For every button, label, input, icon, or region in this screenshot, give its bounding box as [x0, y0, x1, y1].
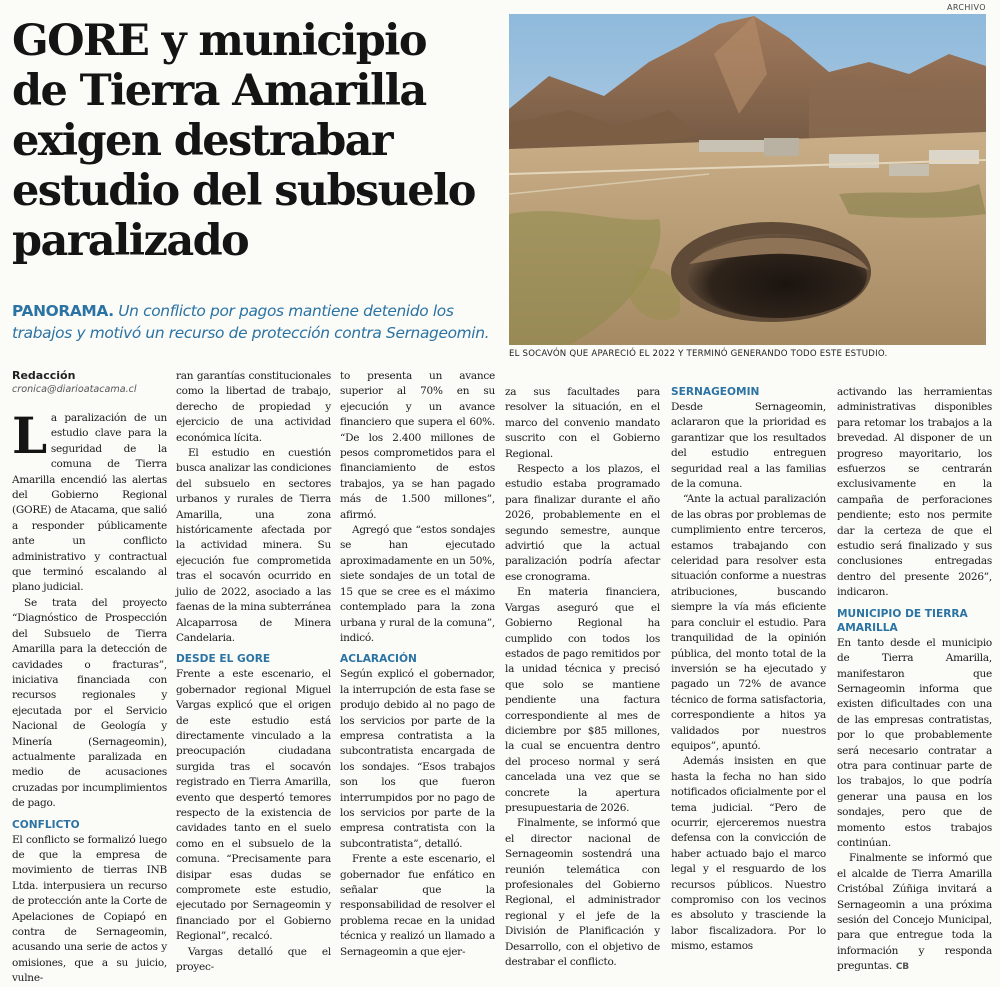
- byline-author: Redacción: [12, 369, 76, 382]
- paragraph: Agregó que “estos sondajes se han ejecutado aproximadamente en un 50%, siete sondajes de un total de 15 que se cree es el máximo contemplado para la zona urbana y rural de la comuna”, indicó.: [340, 524, 495, 644]
- headline-line: estudio del subsuelo: [12, 166, 475, 216]
- paragraph: za sus facultades para resolver la situación, en el marco del convenio mandato suscrito con el Gobierno Regional.: [505, 386, 660, 460]
- paragraph: Se trata del proyecto “Diagnóstico de Prospección del Subsuelo de Tierra Amarilla para la detección de cavidades o fracturas”, iniciativa financiada con recursos regionales y ejecutada por el Servicio Nacional de Geología y Minería (Sernageomin), actualmente paralizada en medio de acusaciones cruzadas por incumplimientos de pago.: [12, 596, 167, 810]
- paragraph: activando las herramientas administrativas disponibles para retomar los trabajos a la brevedad. Al disponer de un progreso mayoritario, los esfuerzos se centrarán exclusivamente en la campaña de perforaciones pendiente; esto nos permite dar la certeza de que el estudio será finalizado y sus conclusiones entregadas dentro del presente 2026”, indicaron.: [837, 386, 992, 599]
- dropcap: L: [12, 406, 47, 465]
- paragraph-text: Finalmente se informó que el alcalde de Tierra Amarilla Cristóbal Zúñiga invitará a Sernageomin a una próxima sesión del Concejo Municipal, para que entregue toda la información y responda preguntas.: [837, 852, 992, 973]
- paragraph: [12, 406, 167, 596]
- paragraph: Desde Sernageomin, aclararon que la prioridad es garantizar que los resultados del estudio entreguen seguridad real a las familias de la comuna.: [671, 401, 826, 491]
- lead-kicker: PANORAMA.: [12, 302, 114, 320]
- lead-paragraph: [12, 300, 508, 344]
- paragraph: Finalmente, se informó que el director nacional de Sernageomin sostendrá una reunión telemática con profesionales del Gobierno Regional, el administrador regional y el jefe de la División de Planificación y Desarrollo, con el objetivo de destrabar el conflicto.: [505, 817, 660, 969]
- paragraph: Frente a este escenario, el gobernador regional Miguel Vargas explicó que el origen de este estudio está directamente vinculado a la preocupación ciudadana surgida tras el socavón registrado en Tierra Amarilla, evento que despertó temores respecto de la existencia de cavidades tanto en el suelo como en el subsuelo de la comuna. “Precisamente para disipar esas dudas se compromete este estudio, ejecutado por Sernageomin y financiado por el Gobierno Regional”, recalcó.: [176, 668, 331, 943]
- paragraph: [837, 851, 992, 975]
- paragraph: En tanto desde el municipio de Tierra Amarilla, manifestaron que Sernageomin informa que existen dificultades con una de las empresas contratistas, por lo que probablemente será necesario contratar a otra para continuar parte de los trabajos, lo que podría generar una pausa en los sondajes, pero que de momento estos trabajos continúan.: [837, 636, 992, 849]
- paragraph: Respecto a los plazos, el estudio estaba programado para finalizar durante el año 2026, probablemente en el segundo semestre, aunque advirtió que la actual paralización podría afectar ese cronograma.: [505, 463, 660, 583]
- headline: [12, 16, 500, 266]
- paragraph: to presenta un avance superior al 70% en su ejecución y un avance financiero que supera el 60%. “De los 2.400 millones de pesos comprometidos para el financiamiento de estos trabajos, ya se han pagado más de 1.500 millones”, afirmó.: [340, 370, 495, 521]
- photo-credit: ARCHIVO: [946, 3, 986, 12]
- section-heading: DESDE EL GORE: [176, 653, 271, 666]
- column-3: [340, 369, 495, 960]
- headline-line: exigen destrabar: [12, 116, 392, 166]
- paragraph: Vargas detalló que el proyec-: [176, 945, 331, 974]
- lead-line-2: trabajos y motivó un recurso de protección contra Sernageomin.: [12, 324, 490, 342]
- end-mark: CB: [895, 962, 909, 973]
- lead-text-1: Un conflicto por pagos mantiene detenido los: [118, 302, 454, 320]
- paragraph: ran garantías constitucionales como la libertad de trabajo, derecho de propiedad y ejercicio de una actividad económica lícita.: [176, 370, 331, 444]
- paragraph: Según explicó el gobernador, la interrupción de esta fase se produjo debido al no pago de los servicios por parte de la empresa contratista a la subcontratista encargada de los sondajes. “Esos trabajos son los que fueron interrumpidos por no pago de los servicios por parte de la empresa contratista con la subcontratista”, detalló.: [340, 668, 495, 850]
- paragraph: “Ante la actual paralización de las obras por problemas de cumplimiento entre terceros, estamos trabajando con celeridad para resolver esta situación conforme a nuestras atribuciones, buscando siempre la vía más eficiente para concluir el estudio. Para tranquilidad de la opinión pública, del monto total de la inversión se ha ejecutado y pagado un 72% de avance técnico de forma satisfactoria, correspondiente a hitos ya validados por nuestros equipos”, apuntó.: [671, 493, 826, 752]
- byline-email: cronica@diarioatacama.cl: [12, 384, 137, 395]
- paragraph: El estudio en cuestión busca analizar las condiciones del subsuelo en sectores urbanos y rurales de Tierra Amarilla, una zona históricamente afectada por la actividad minera. Su ejecución fue comprometida tras el socavón ocurrido en julio de 2022, asociado a las faenas de la mina subterránea Alcaparrosa de Minera Candelaria.: [176, 447, 331, 644]
- paragraph: En materia financiera, Vargas aseguró que el Gobierno Regional ha cumplido con todos los estados de pago remitidos por la unidad técnica y precisó que solo se mantiene pendiente una factura correspondiente al mes de diciembre por $85 millones, la cual se encuentra dentro del proceso normal y será cancelada una vez que se concrete la apertura presupuestaria de 2026.: [505, 586, 660, 814]
- headline-line: paralizado: [12, 216, 249, 266]
- lead-line-1: [12, 300, 508, 322]
- headline-line: de Tierra Amarilla: [12, 66, 426, 116]
- headline-line: GORE y municipio: [12, 16, 426, 66]
- paragraph: Frente a este escenario, el gobernador fue enfático en señalar que la responsabilidad de resolver el problema recae en la unidad técnica y realizó un llamado a Sernageomin a que ejer-: [340, 853, 495, 958]
- section-heading: MUNICIPIO DE TIERRA AMARILLA: [837, 607, 968, 634]
- column-2: [176, 369, 331, 975]
- paragraph: Además insisten en que hasta la fecha no han sido notificados oficialmente por el tema judicial. “Pero de ocurrir, ejerceremos nuestra defensa con la convicción de haber actuado bajo el marco legal y el resguardo de los recursos públicos. Nuestro compromiso con los vecinos es absoluto y trasciende la labor fiscalizadora. Por lo mismo, estamos: [671, 755, 826, 953]
- section-heading: ACLARACIÓN: [340, 653, 417, 666]
- paragraph-text: a paralización de un estudio clave para la seguridad de la comuna de Tierra Amarilla encendió las alertas del Gobierno Regional (GORE) de Atacama, que salió a responder públicamente ante un conflicto administrativo y contractual que terminó escalando al plano judicial.: [12, 412, 167, 594]
- section-heading: SERNAGEOMIN: [671, 386, 760, 398]
- sinkhole-photo: [509, 14, 986, 345]
- column-1: [12, 406, 167, 987]
- paragraph: El conflicto se formalizó luego de que la empresa de movimiento de tierras INB Ltda. interpusiera un recurso de protección ante la Corte de Apelaciones de Copiapó en contra de Sernageomin, acusando una serie de actos y omisiones, que a su juicio, vulne-: [12, 833, 167, 985]
- byline: [12, 369, 172, 395]
- column-6: [837, 385, 992, 976]
- photo-caption: EL SOCAVÓN QUE APARECIÓ EL 2022 Y TERMINÓ GENERANDO TODO ESTE ESTUDIO.: [509, 349, 888, 359]
- column-4: [505, 385, 660, 970]
- column-5: [671, 385, 826, 955]
- section-heading: CONFLICTO: [12, 818, 80, 831]
